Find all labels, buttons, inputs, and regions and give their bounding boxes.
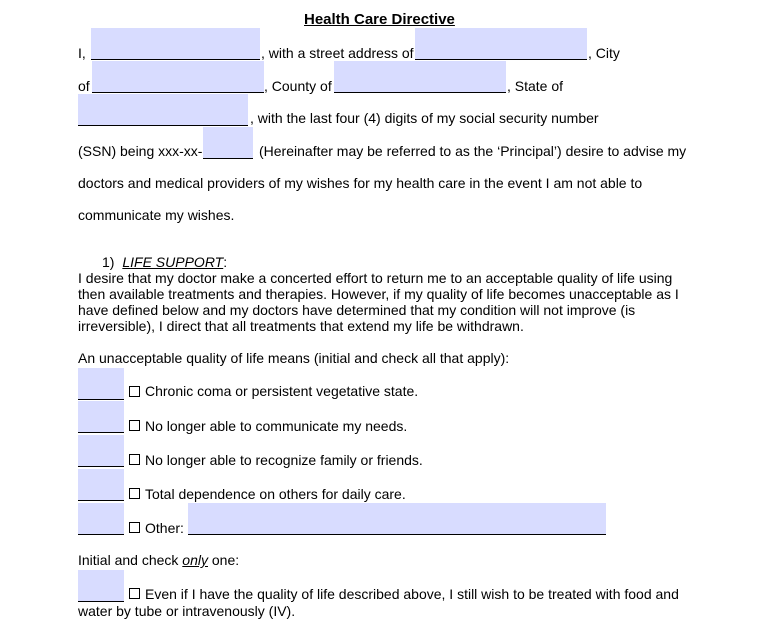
city-field[interactable] bbox=[92, 61, 264, 93]
initial-field-food-water[interactable] bbox=[78, 570, 124, 602]
food-water-line-2: water by tube or intravenously (IV). bbox=[78, 603, 296, 619]
paragraph-line-2: then available treatments and therapies. However, if my quality of life becomes unacceptable as I bbox=[78, 286, 679, 302]
checkbox-dependence[interactable] bbox=[129, 488, 140, 499]
street-label: , with a street address of bbox=[261, 45, 414, 61]
initial-check-only: only bbox=[182, 552, 208, 568]
page-title: Health Care Directive bbox=[304, 11, 455, 28]
initial-check-post: one: bbox=[207, 552, 240, 568]
other-description-field[interactable] bbox=[188, 503, 606, 535]
paragraph-line-4: irreversible), I direct that all treatments that extend my life be withdrawn. bbox=[78, 318, 524, 334]
initial-field-other[interactable] bbox=[78, 503, 124, 535]
state-label: , State of bbox=[507, 78, 564, 94]
county-label: , County of bbox=[264, 78, 332, 94]
ssn-last-four-field[interactable] bbox=[203, 127, 253, 159]
intro-line-6: communicate my wishes. bbox=[78, 207, 235, 223]
paragraph-line-3: have defined below and my doctors have determined that my condition will not improve (is bbox=[78, 302, 636, 318]
street-address-field[interactable] bbox=[415, 28, 587, 60]
checkbox-food-water[interactable] bbox=[129, 588, 140, 599]
unacceptable-label: An unacceptable quality of life means (initial and check all that apply): bbox=[78, 350, 510, 366]
checkbox-coma[interactable] bbox=[129, 386, 140, 397]
county-field[interactable] bbox=[334, 61, 506, 93]
section-colon: : bbox=[223, 254, 228, 270]
section-number: 1) bbox=[102, 254, 115, 270]
intro-line-5: doctors and medical providers of my wishes for my health care in the event I am not able to bbox=[78, 175, 643, 191]
state-field[interactable] bbox=[78, 94, 248, 126]
initial-field-recognize[interactable] bbox=[78, 435, 124, 467]
of-label: of bbox=[78, 78, 90, 94]
option-other-label: Other: bbox=[145, 520, 184, 536]
food-water-line-1: Even if I have the quality of life described above, I still wish to be treated with food and bbox=[145, 586, 679, 602]
option-dependence-label: Total dependence on others for daily care. bbox=[145, 486, 406, 502]
section-title: LIFE SUPPORT bbox=[122, 254, 224, 270]
i-label: I, bbox=[78, 45, 86, 61]
checkbox-communicate[interactable] bbox=[129, 420, 140, 431]
option-recognize-label: No longer able to recognize family or friends. bbox=[145, 452, 423, 468]
initial-field-communicate[interactable] bbox=[78, 401, 124, 433]
option-coma-label: Chronic coma or persistent vegetative state. bbox=[145, 383, 419, 399]
principal-name-field[interactable] bbox=[91, 28, 260, 60]
hereinafter-text: (Hereinafter may be referred to as the ‘Principal’) desire to advise my bbox=[259, 143, 687, 159]
checkbox-recognize[interactable] bbox=[129, 454, 140, 465]
initial-check-pre: Initial and check bbox=[78, 552, 183, 568]
section-1-heading bbox=[102, 254, 227, 270]
initial-field-dependence[interactable] bbox=[78, 469, 124, 501]
city-label: , City bbox=[588, 45, 620, 61]
initial-check-only-label bbox=[78, 552, 239, 568]
option-communicate-label: No longer able to communicate my needs. bbox=[145, 418, 408, 434]
ssn-intro-text: , with the last four (4) digits of my social security number bbox=[250, 110, 599, 126]
checkbox-other[interactable] bbox=[129, 522, 140, 533]
ssn-being-label: (SSN) being xxx-xx- bbox=[78, 143, 203, 159]
initial-field-coma[interactable] bbox=[78, 368, 124, 400]
paragraph-line-1: I desire that my doctor make a concerted effort to return me to an acceptable quality of life using bbox=[78, 270, 673, 286]
